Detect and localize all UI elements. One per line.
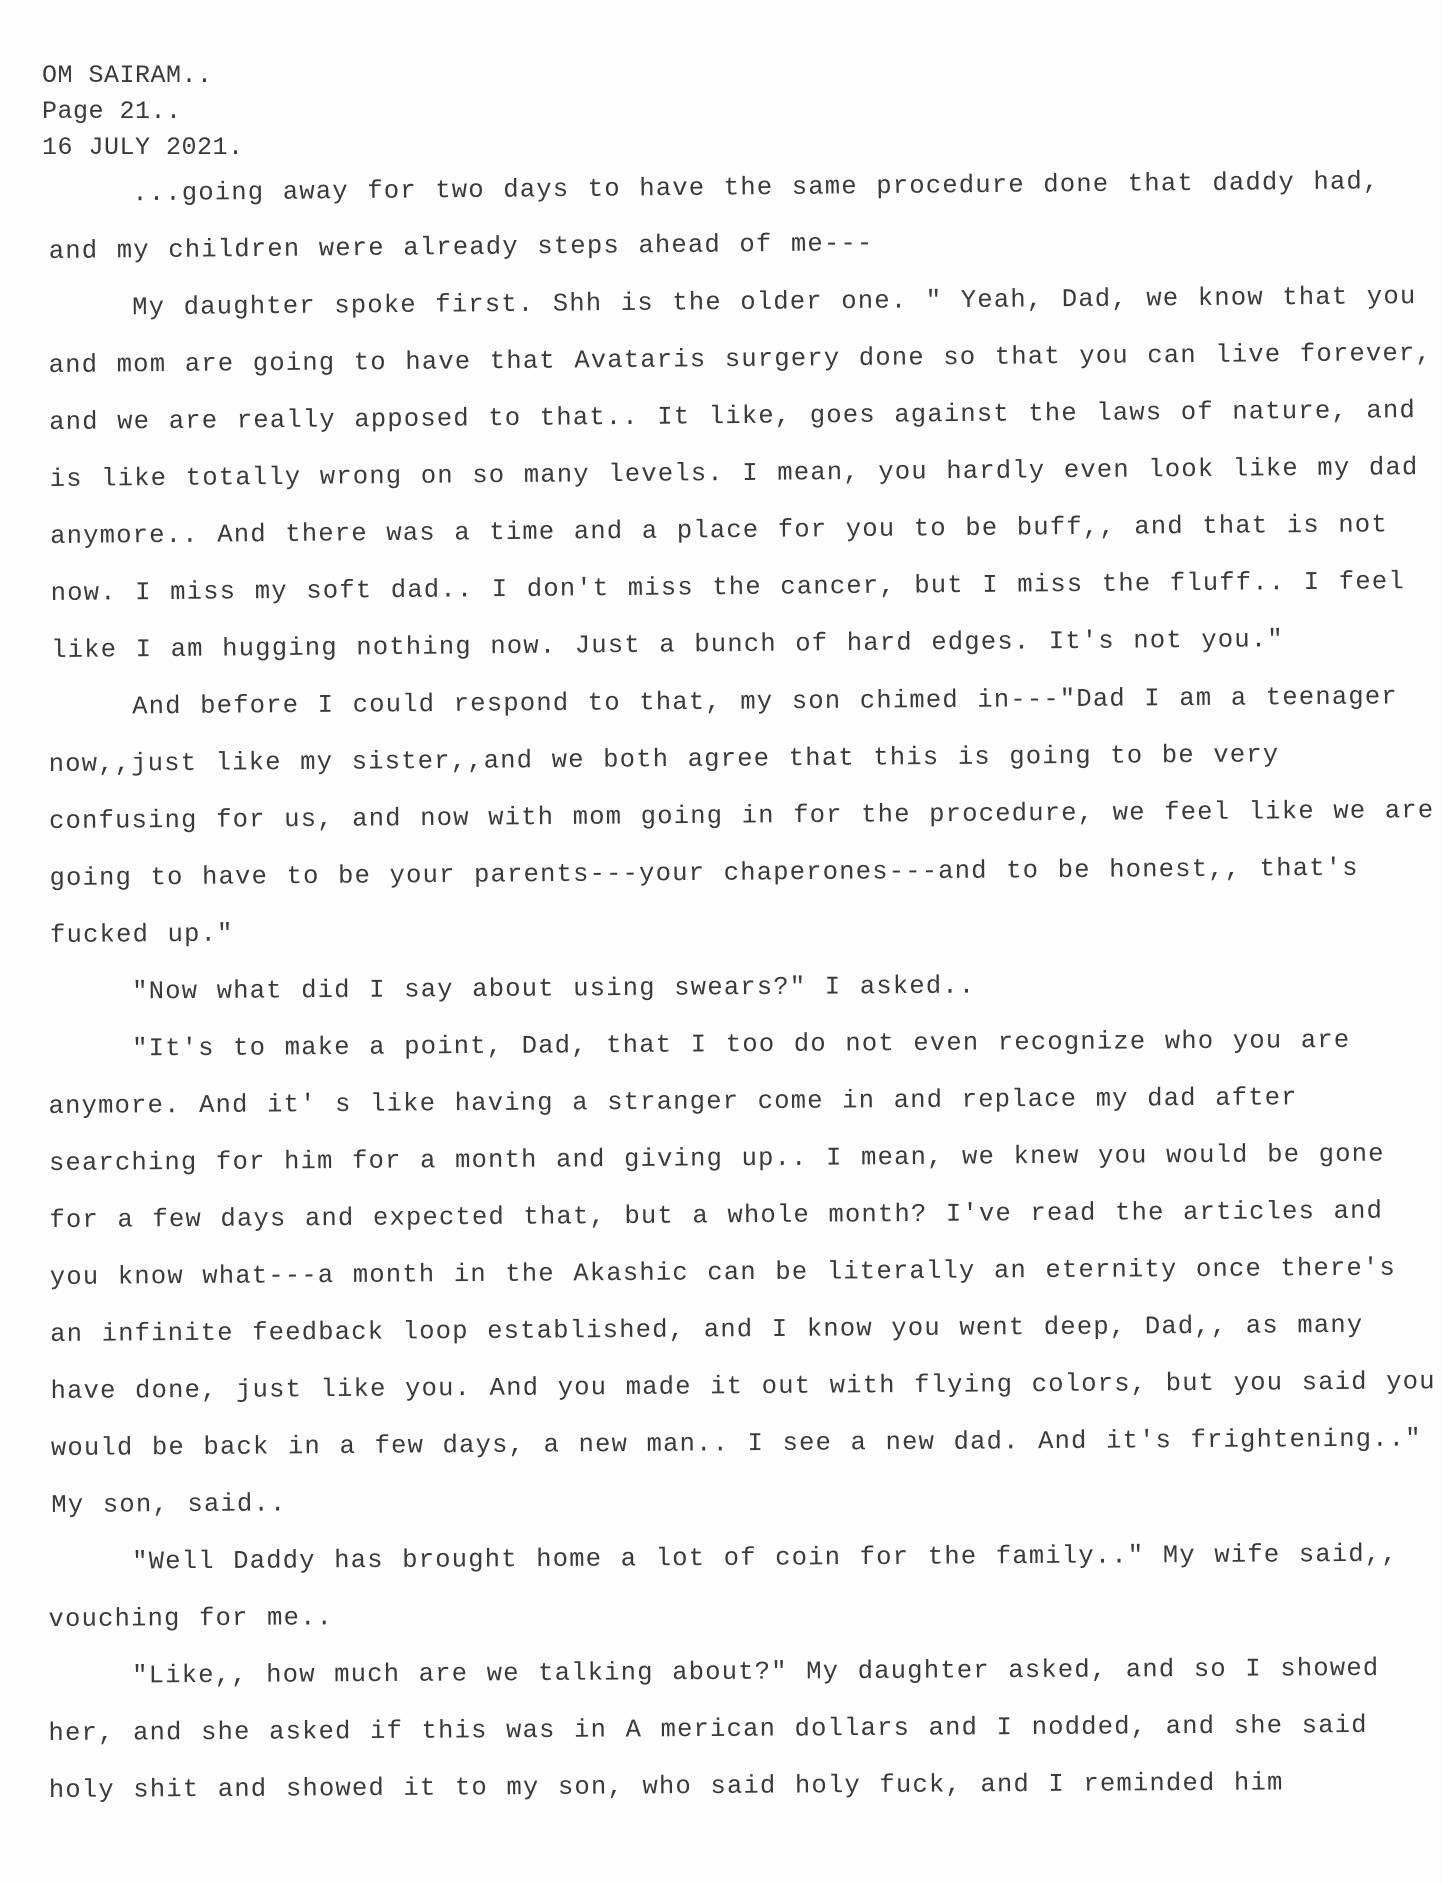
paragraph: My daughter spoke first. Shh is the older one. " Yeah, Dad, we know that you and mom are going to have that Avataris surgery done so that you can live forever, and we are really apposed to that.. It like, goes against the laws of nature, and is like totally wrong on so many levels. I mean, you hardly even look like my dad anymore.. And there was a time and a place for you to be buff,, and that is not now. I miss my soft dad.. I don't miss the cancer, but I miss the fluff.. I feel like I am hugging nothing now. Just a bunch of hard edges. It's not you." xyxy=(48,282,1433,665)
paragraph: "Like,, how much are we talking about?" My daughter asked, and so I showed her, and she asked if this was in A merican dollars and I nodded, and she said holy shit and showed it to my son, who said holy fuck, and I reminded him xyxy=(48,1653,1380,1805)
page-header xyxy=(42,58,244,166)
paragraph: And before I could respond to that, my son chimed in---"Dad I am a teenager now,,just like my sister,,and we both agree that this is going to be very confusing for us, and now with mom going in for the procedure, we feel like we are going to have to be your parents---your chaperones---and to be honest,, that's fucked up." xyxy=(48,682,1435,950)
page-body xyxy=(48,166,1438,1819)
paragraph: "Now what did I say about using swears?" I asked.. xyxy=(132,971,976,1007)
paragraph: "It's to make a point, Dad, that I too do not even recognize who you are anymore. And it' s like having a stranger come in and replace my dad after searching for him for a month and giving up.. I mean, we knew you would be gone for a few days and expected that, but a whole month? I've read the articles and you know what---a month in the Akashic can be literally an eternity once there's an infinite feedback loop established, and I know you went deep, Dad,, as many have done, just like you. And you made it out with flying colors, but you said you would be back in a few days, a new man.. I see a new dad. And it's frightening.." My son, said.. xyxy=(48,1025,1436,1520)
header-date: 16 JULY 2021. xyxy=(42,133,244,162)
header-invocation: OM SAIRAM.. xyxy=(42,61,213,90)
header-page-number: Page 21.. xyxy=(42,97,182,126)
paragraph: ...going away for two days to have the same procedure done that daddy had, and my children were already steps ahead of me--- xyxy=(48,167,1380,266)
paragraph: "Well Daddy has brought home a lot of coin for the family.." My wife said,, vouching for me.. xyxy=(48,1539,1398,1634)
